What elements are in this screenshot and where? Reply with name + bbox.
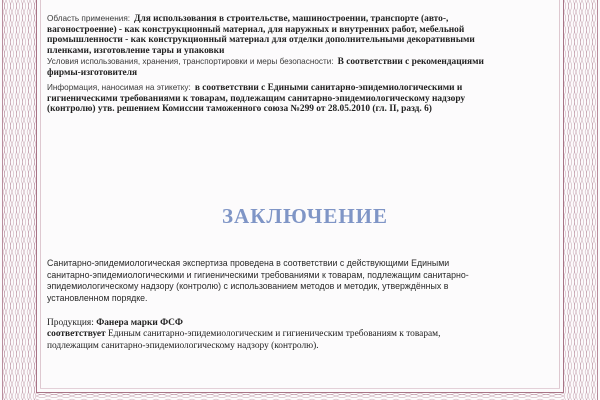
conclusion-line1: Санитарно-эпидемиологическая экспертиза проведена в соответствии с действующими Едиными: [47, 258, 450, 268]
scope-value-line2: вагоностроение) - как конструкционный материал, для наружных и внутренних работ, мебельной: [47, 24, 465, 35]
labeling-section: [47, 81, 563, 115]
labeling-value-line2: гигиеническими требованиями к товарам, подлежащим санитарно-эпидемиологическому надзору: [47, 93, 466, 104]
scope-section: [47, 12, 563, 56]
conclusion-heading: ЗАКЛЮЧЕНИЕ: [221, 204, 389, 228]
scope-label: Область применения:: [47, 14, 131, 23]
conditions-value-line2: фирмы-изготовителя: [47, 67, 138, 78]
labeling-value-line1: в соответствии с Едиными санитарно-эпидемиологическими и: [194, 83, 463, 93]
product-section: [47, 318, 563, 352]
conditions-value-line1: В соответствии с рекомендациями: [337, 57, 484, 67]
product-label: Продукция:: [47, 318, 94, 328]
labeling-value-line3: (контролю) утв. решением Комиссии таможенного союза №299 от 28.05.2010 (гл. II, разд. 6): [47, 104, 432, 114]
product-verdict-bold: соответствует: [47, 329, 106, 340]
conclusion-line3: эпидемиологическому надзору (контролю) с использованием методов и методик, утверждённых в: [47, 281, 449, 292]
scope-value-line3: промышленности - как конструкционный материал для отделки дополнительными декоративными: [47, 35, 475, 45]
conditions-section: [47, 55, 563, 78]
product-verdict-line2: подлежащим санитарно-эпидемиологическому надзору (контролю).: [47, 340, 319, 351]
conditions-label: Условия использования, хранения, транспортировки и меры безопасности:: [47, 57, 334, 66]
conclusion-paragraph: [47, 258, 563, 304]
scope-value-line4: пленками, изготовление тары и упаковки: [47, 45, 225, 56]
product-name: Фанера марки ФСФ: [96, 318, 183, 328]
product-verdict-line1: Единым санитарно-эпидемиологическим и гигиеническим требованиям к товарам,: [107, 329, 441, 340]
scope-value-line1: Для использования в строительстве, машиностроении, транспорте (авто-,: [134, 14, 449, 24]
labeling-label: Информация, наносимая на этикетку:: [47, 83, 191, 92]
conclusion-line2: санитарно-эпидемиологическими и гигиеническими требованиями к товарам, подлежащим санитарно-: [47, 269, 469, 280]
conclusion-line4: установленном порядке.: [47, 292, 148, 303]
